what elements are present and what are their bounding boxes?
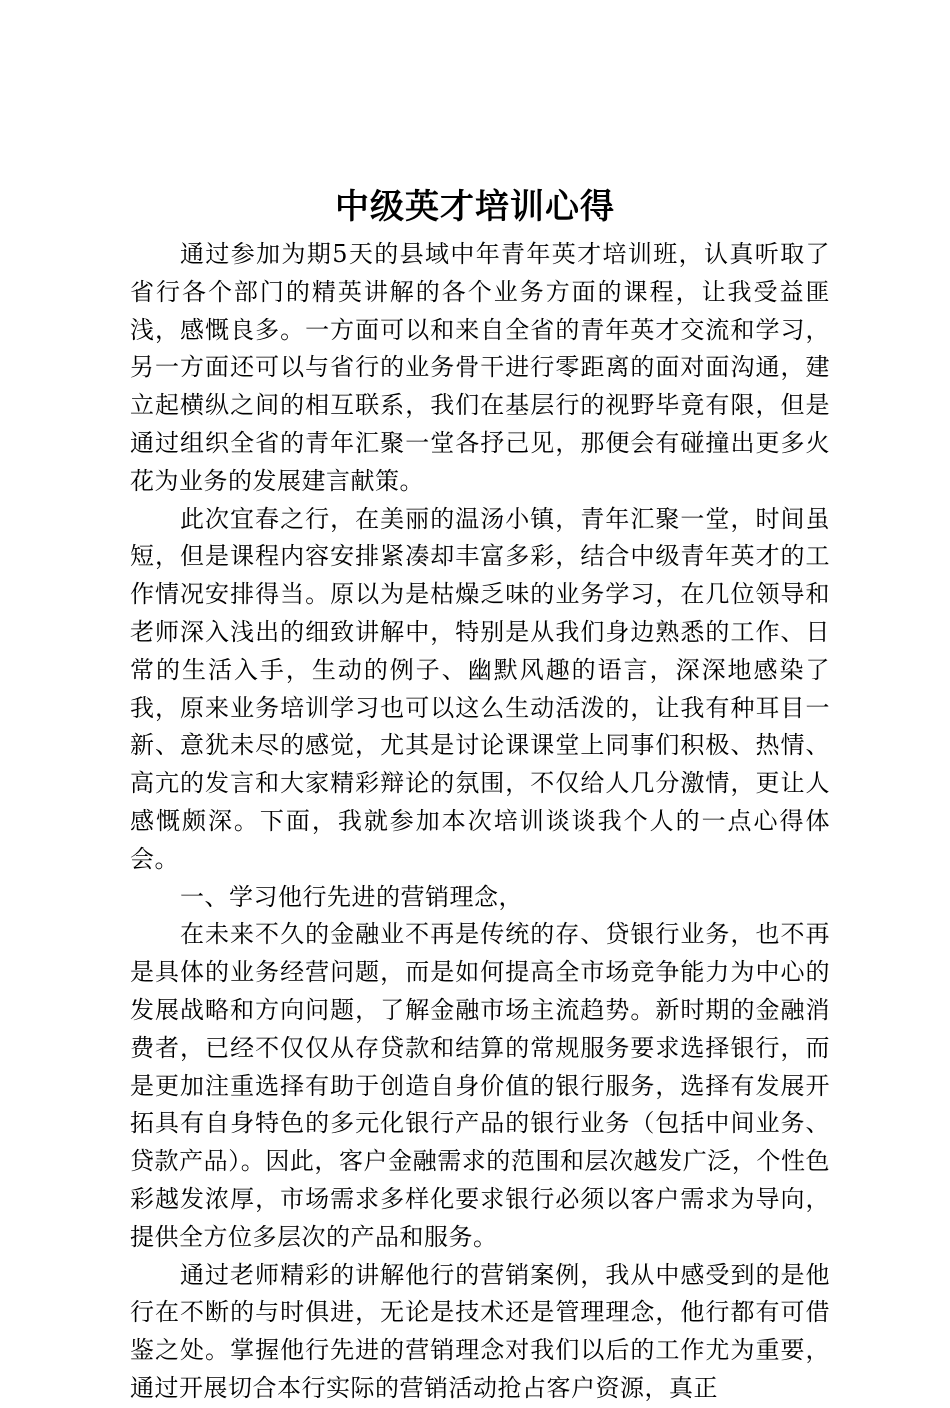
section-heading: 一、学习他行先进的营销理念，: [180, 882, 523, 911]
paragraph: 通过参加为期5天的县域中年青年英才培训班，认真听取了省行各个部门的精英讲解的各个业务方面的课程，让我受益匪浅，感慨良多。一方面可以和来自全省的青年英才交流和学习，另一方面还可以与省行的业务骨干进行零距离的面对面沟通，建立起横纵之间的相互联系，我们在基层行的视野毕竟有限，但是通过组织全省的青年汇聚一堂各抒己见，那便会有碰撞出更多火花为业务的发展建言献策。: [130, 240, 830, 495]
paragraph: 在未来不久的金融业不再是传统的存、贷银行业务，也不再是具体的业务经营问题，而是如何提高全市场竞争能力为中心的发展战略和方向问题，了解金融市场主流趋势。新时期的金融消费者，已经不仅仅从存贷款和结算的常规服务要求选择银行，而是更加注重选择有助于创造自身价值的银行服务，选择有发展开拓具有自身特色的多元化银行产品的银行业务（包括中间业务、贷款产品）。因此，客户金融需求的范围和层次越发广泛，个性色彩越发浓厚，市场需求多样化要求银行必须以客户需求为导向，提供全方位多层次的产品和服务。: [130, 920, 830, 1251]
document-title: 中级英才培训心得: [335, 187, 615, 227]
paragraph: 通过老师精彩的讲解他行的营销案例，我从中感受到的是他行在不断的与时俱进，无论是技术还是管理理念，他行都有可借鉴之处。掌握他行先进的营销理念对我们以后的工作尤为重要，通过开展切合本行实际的营销活动抢占客户资源，真正: [130, 1260, 830, 1402]
paragraph: 此次宜春之行，在美丽的温汤小镇，青年汇聚一堂，时间虽短，但是课程内容安排紧凑却丰富多彩，结合中级青年英才的工作情况安排得当。原以为是枯燥乏味的业务学习，在几位领导和老师深入浅出的细致讲解中，特别是从我们身边熟悉的工作、日常的生活入手，生动的例子、幽默风趣的语言，深深地感染了我，原来业务培训学习也可以这么生动活泼的，让我有种耳目一新、意犹未尽的感觉，尤其是讨论课课堂上同事们积极、热情、高亢的发言和大家精彩辩论的氛围，不仅给人几分激情，更让人感慨颇深。下面，我就参加本次培训谈谈我个人的一点心得体会。: [130, 504, 830, 873]
document-body: [130, 236, 830, 1408]
